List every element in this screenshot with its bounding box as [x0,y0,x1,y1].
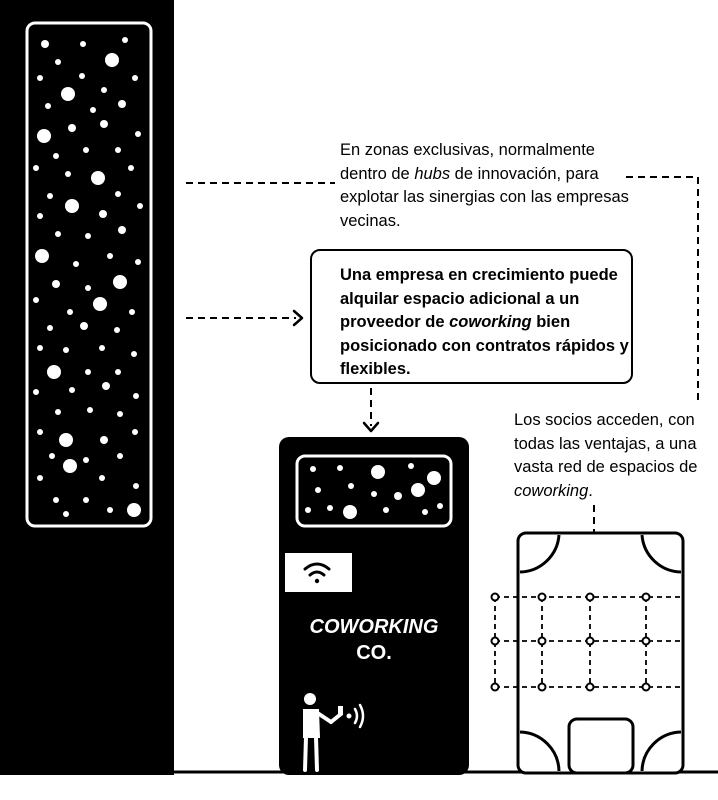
coworking-sign-line1: COWORKING [309,616,439,638]
note-exclusive-zones: En zonas exclusivas, normalmente dentro de hubs de innovación, para explotar las sinergias con las empresas vecinas. [340,141,629,230]
note-partner-network: Los socios acceden, con todas las ventajas, a una vasta red de espacios de coworking. [514,411,698,500]
tall-building-window [27,23,151,526]
callout-box [310,249,633,384]
coworking-sign-line2: CO. [356,642,392,664]
coworking-sign [280,614,468,666]
callout-text: Una empresa en crecimiento puede alquilar espacio adicional a un proveedor de coworking bien posicionado con contratos rápidos y flexibles. [340,266,629,378]
